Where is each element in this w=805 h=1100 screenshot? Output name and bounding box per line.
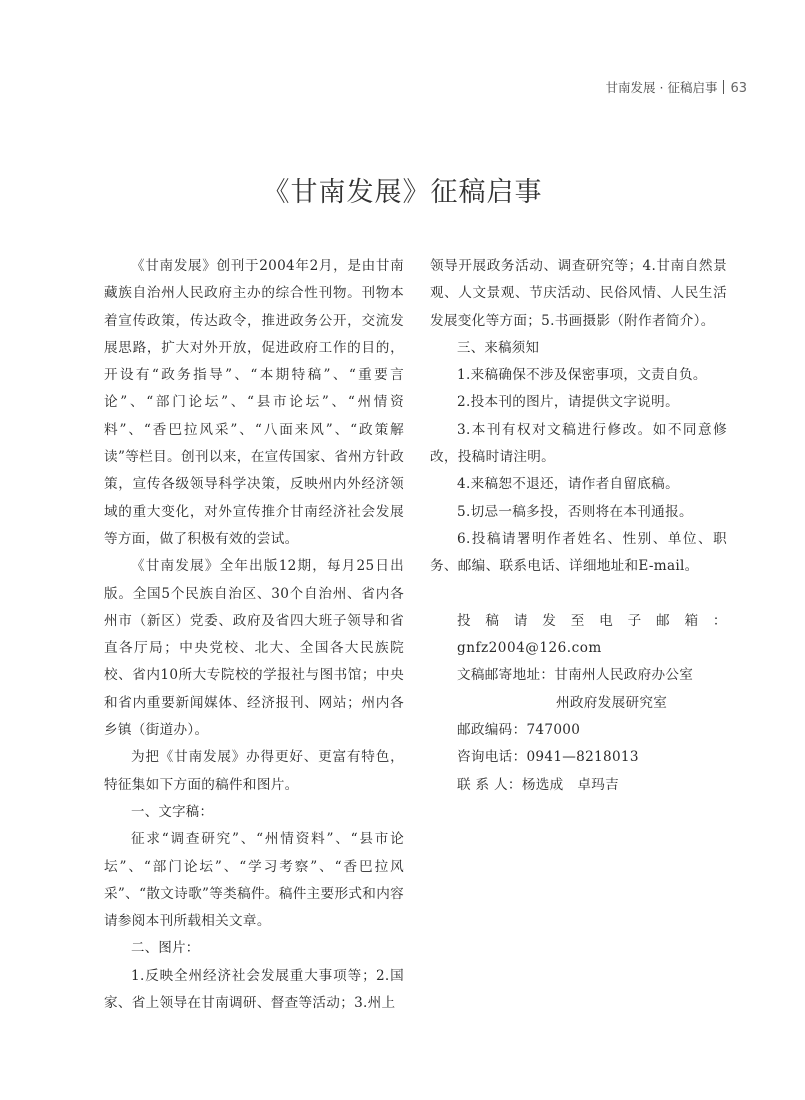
left-column [104,253,404,1017]
note-item: 6.投稿请署明作者姓名、性别、单位、职务、邮编、联系电话、详细地址和E-mail。 [430,530,727,575]
contact-phone: 咨询电话：0941—8218013 [457,749,639,766]
distribution-paragraph: 《甘南发展》全年出版12期，每月25日出版。全国5个民族自治区、30个自治州、省内各州市（新区）党委、政府及省四大班子领导和省直各厅局；中央党校、北大、全国各大民族院校、省内10所大专院校的学报社与图书馆；中央和省内重要新闻媒体、经济报刊、网站；州内各乡镇（街道办）。 [104,558,404,739]
spacer [430,581,727,608]
section-heading-notes: 三、来稿须知 [457,340,540,356]
images-paragraph-continued: 领导开展政务活动、调查研究等；4.甘南自然景观、人文景观、节庆活动、民俗风情、人民生活发展变化等方面；5.书画摄影（附作者简介）。 [430,258,727,329]
contact-address-line2: 州政府发展研究室 [556,694,668,711]
contact-email: 投稿请发至电子邮箱：gnfz2004@126.com [457,612,727,657]
note-item: 3.本刊有权对文稿进行修改。如不同意修改，投稿时请注明。 [430,421,727,466]
contact-postcode: 邮政编码：747000 [457,722,581,739]
right-column [430,253,727,799]
note-item: 1.来稿确保不涉及保密事项，文责自负。 [457,367,707,384]
section-heading-images: 二、图片： [131,941,200,957]
section-heading-text: 一、文字稿： [131,804,214,820]
page-number: 63 [730,81,747,96]
header-divider [723,80,724,94]
running-header [606,78,747,96]
images-paragraph: 1.反映全州经济社会发展重大事项等；2.国家、省上领导在甘南调研、督查等活动；3.州上 [104,967,404,1012]
page-title: 《甘南发展》征稿启事 [262,177,543,208]
note-item: 2.投本刊的图片，请提供文字说明。 [457,394,679,411]
intro-paragraph: 《甘南发展》创刊于2004年2月，是由甘南藏族自治州人民政府主办的综合性刊物。刊物本着宣传政策，传达政令，推进政务公开，交流发展思路，扩大对外开放，促进政府工作的目的，开设有“政务指导”、“本期特稿”、“重要言论”、“部门论坛”、“县市论坛”、“州情资料”、“香巴拉风采”、“八面来风”、“政策解读”等栏目。创刊以来，在宣传国家、省州方针政策，宣传各级领导科学决策，反映州内外经济领域的重大变化，对外宣传推介甘南经济社会发展等方面，做了积极有效的尝试。 [104,258,404,547]
contact-block [430,608,727,799]
call-paragraph: 为把《甘南发展》办得更好、更富有特色，特征集如下方面的稿件和图片。 [104,749,404,793]
note-item: 4.来稿恕不退还，请作者自留底稿。 [457,476,679,493]
section-name: 甘南发展 · 征稿启事 [605,80,718,95]
contact-address: 文稿邮寄地址：甘南州人民政府办公室 [457,667,694,684]
note-item: 5.切忌一稿多投，否则将在本刊通报。 [457,503,693,520]
contact-person: 联 系 人：杨选成 卓玛吉 [457,776,620,793]
text-submission-paragraph: 征求“调查研究”、“州情资料”、“县市论坛”、“部门论坛”、“学习考察”、“香巴拉风采”、“散文诗歌”等类稿件。稿件主要形式和内容请参阅本刊所载相关文章。 [104,831,404,930]
